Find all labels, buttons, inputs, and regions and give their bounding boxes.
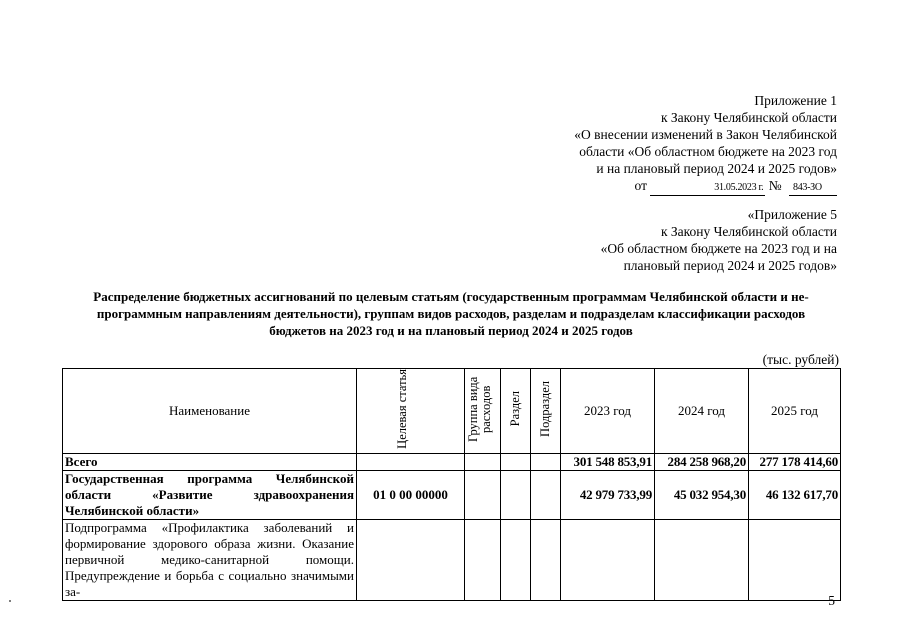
appendix-1-header bbox=[574, 92, 837, 196]
header-section bbox=[501, 369, 531, 454]
appendix-1-line: Приложение 1 bbox=[754, 93, 837, 108]
subprogram-2023 bbox=[561, 520, 655, 601]
appendix-1-line: «О внесении изменений в Закон Челябинской bbox=[574, 127, 837, 142]
appendix-1-line: к Закону Челябинской области bbox=[660, 110, 837, 125]
header-subsection-label: Подраздел bbox=[538, 381, 552, 437]
header-target-label: Целевая статья bbox=[394, 369, 409, 449]
document-title bbox=[58, 288, 844, 339]
subprogram-row bbox=[63, 520, 841, 601]
program-2024: 45 032 954,30 bbox=[655, 471, 749, 520]
header-group bbox=[465, 369, 501, 454]
program-2025: 46 132 617,70 bbox=[749, 471, 841, 520]
program-target: 01 0 00 00000 bbox=[357, 471, 465, 520]
header-2024: 2024 год bbox=[655, 369, 749, 454]
total-2024: 284 258 968,20 bbox=[655, 454, 749, 471]
header-row bbox=[63, 369, 841, 454]
from-label: от bbox=[634, 178, 647, 193]
subprogram-subsection bbox=[531, 520, 561, 601]
header-target bbox=[357, 369, 465, 454]
title-line: Распределение бюджетных ассигнований по целевым статьям (государственным программам Челябинской области и не- bbox=[93, 289, 809, 304]
total-group bbox=[465, 454, 501, 471]
appendix-1-line: и на плановый период 2024 и 2025 годов» bbox=[596, 161, 837, 176]
subprogram-target bbox=[357, 520, 465, 601]
number-label: № bbox=[768, 178, 782, 193]
total-2023: 301 548 853,91 bbox=[561, 454, 655, 471]
header-2025: 2025 год bbox=[749, 369, 841, 454]
subprogram-name: Подпрограмма «Профилактика заболеваний и формирование здорового образа жизни. Оказание первичной медико-санитарной помощи. Предупреждение и борьба с социально значимыми за- bbox=[63, 520, 357, 601]
units-label: (тыс. рублей) bbox=[762, 352, 839, 367]
title-line: программным направлениям деятельности), группам видов расходов, разделам и подразделам классификации расходов bbox=[96, 306, 806, 321]
law-date: 31.05.2023 г. bbox=[650, 180, 765, 196]
title-line: бюджетов на 2023 год и на плановый период 2024 и 2025 годов bbox=[269, 323, 633, 338]
appendix-5-header bbox=[601, 206, 837, 274]
scan-speck bbox=[9, 600, 11, 602]
total-row bbox=[63, 454, 841, 471]
total-target bbox=[357, 454, 465, 471]
header-group-label: Группа вида расходов bbox=[466, 376, 493, 442]
program-2023: 42 979 733,99 bbox=[561, 471, 655, 520]
subprogram-2024 bbox=[655, 520, 749, 601]
header-section-label: Раздел bbox=[508, 391, 522, 427]
header-subsection bbox=[531, 369, 561, 454]
total-2025: 277 178 414,60 bbox=[749, 454, 841, 471]
header-name: Наименование bbox=[63, 369, 357, 454]
header-2023: 2023 год bbox=[561, 369, 655, 454]
law-date-number bbox=[574, 177, 837, 196]
appendix-5-line: плановый период 2024 и 2025 годов» bbox=[623, 258, 837, 273]
program-section bbox=[501, 471, 531, 520]
total-section bbox=[501, 454, 531, 471]
subprogram-section bbox=[501, 520, 531, 601]
appendix-1-line: области «Об областном бюджете на 2023 год bbox=[579, 144, 837, 159]
total-name: Всего bbox=[63, 454, 357, 471]
budget-table bbox=[62, 368, 841, 601]
program-name: Государственная программа Челябинской области «Развитие здравоохранения Челябинской области» bbox=[63, 471, 357, 520]
subprogram-group bbox=[465, 520, 501, 601]
program-row bbox=[63, 471, 841, 520]
subprogram-2025 bbox=[749, 520, 841, 601]
program-group bbox=[465, 471, 501, 520]
total-subsection bbox=[531, 454, 561, 471]
appendix-5-line: «Об областном бюджете на 2023 год и на bbox=[600, 241, 837, 256]
appendix-5-line: «Приложение 5 bbox=[747, 207, 837, 222]
law-number: 843-ЗО bbox=[789, 180, 837, 196]
program-subsection bbox=[531, 471, 561, 520]
appendix-5-line: к Закону Челябинской области bbox=[660, 224, 837, 239]
page-number: 5 bbox=[828, 593, 835, 608]
